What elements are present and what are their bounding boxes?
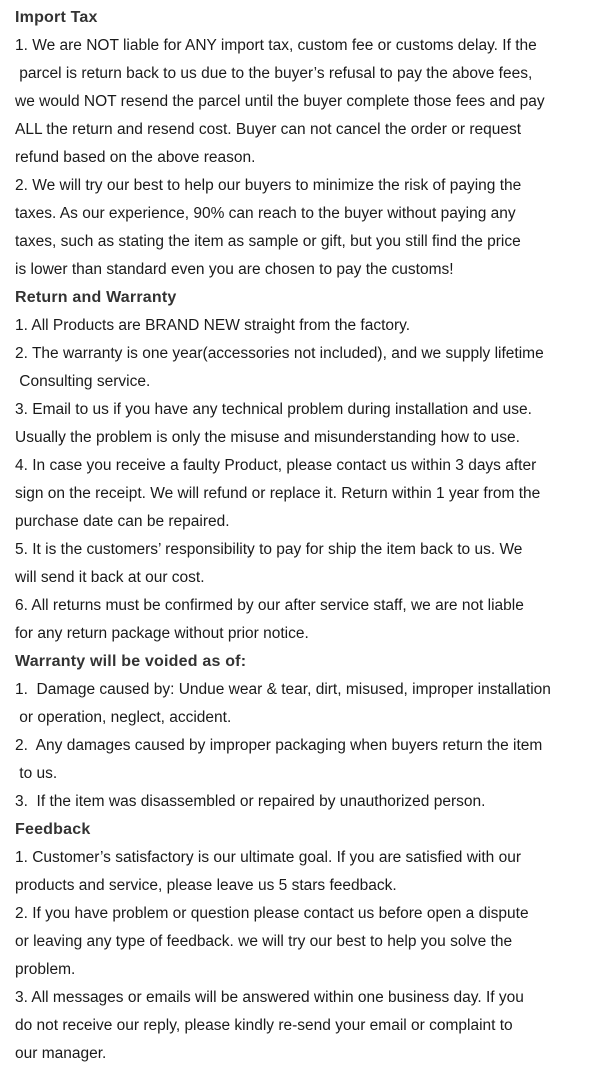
warranty-voided-text-line: to us. — [15, 765, 58, 782]
return-and-warranty-text-line: Consulting service. — [15, 373, 151, 390]
return-and-warranty-text-line: will send it back at our cost. — [15, 569, 205, 586]
import-tax-text-line: 1. We are NOT liable for ANY import tax, custom fee or customs delay. If the — [15, 37, 537, 54]
return-and-warranty-text-line: Usually the problem is only the misuse and misunderstanding how to use. — [15, 429, 520, 446]
return-and-warranty-text-line: 6. All returns must be confirmed by our after service staff, we are not liable — [15, 597, 524, 614]
warranty-voided-text-line: 2. Any damages caused by improper packaging when buyers return the item — [15, 737, 543, 754]
return-and-warranty-text-line: sign on the receipt. We will refund or replace it. Return within 1 year from the — [15, 485, 541, 502]
feedback-text-line: problem. — [15, 961, 76, 978]
import-tax-text-line: refund based on the above reason. — [15, 149, 256, 166]
import-tax-text-line: we would NOT resend the parcel until the buyer complete those fees and pay — [15, 93, 545, 110]
feedback-heading: Feedback — [15, 821, 91, 838]
return-and-warranty-text-line: purchase date can be repaired. — [15, 513, 230, 530]
import-tax-text-line: taxes. As our experience, 90% can reach to the buyer without paying any — [15, 205, 516, 222]
import-tax-text-line: 2. We will try our best to help our buyers to minimize the risk of paying the — [15, 177, 522, 194]
feedback-text-line: or leaving any type of feedback. we will try our best to help you solve the — [15, 933, 513, 950]
warranty-voided-heading: Warranty will be voided as of: — [15, 653, 247, 670]
return-and-warranty-text-line: for any return package without prior notice. — [15, 625, 309, 642]
return-and-warranty-text-line: 1. All Products are BRAND NEW straight from the factory. — [15, 317, 411, 334]
import-tax-text-line: taxes, such as stating the item as sample or gift, but you still find the price — [15, 233, 521, 250]
feedback-text-line: 2. If you have problem or question please contact us before open a dispute — [15, 905, 529, 922]
feedback-text-line: do not receive our reply, please kindly re-send your email or complaint to — [15, 1017, 513, 1034]
return-and-warranty-text-line: 2. The warranty is one year(accessories not included), and we supply lifetime — [15, 345, 544, 362]
warranty-voided-text-line: or operation, neglect, accident. — [15, 709, 232, 726]
feedback-text-line: our manager. — [15, 1045, 107, 1062]
import-tax-text-line: ALL the return and resend cost. Buyer can not cancel the order or request — [15, 121, 522, 138]
import-tax-text-line: is lower than standard even you are chosen to pay the customs! — [15, 261, 454, 278]
return-and-warranty-text-line: 3. Email to us if you have any technical problem during installation and use. — [15, 401, 532, 418]
return-and-warranty-text-line: 5. It is the customers’ responsibility to pay for ship the item back to us. We — [15, 541, 523, 558]
import-tax-text-line: parcel is return back to us due to the buyer’s refusal to pay the above fees, — [15, 65, 533, 82]
feedback-text-line: products and service, please leave us 5 stars feedback. — [15, 877, 397, 894]
import-tax-heading: Import Tax — [15, 9, 98, 26]
return-and-warranty-heading: Return and Warranty — [15, 289, 177, 306]
warranty-voided-text-line: 1. Damage caused by: Undue wear & tear, dirt, misused, improper installation — [15, 681, 551, 698]
return-and-warranty-text-line: 4. In case you receive a faulty Product, please contact us within 3 days after — [15, 457, 537, 474]
warranty-voided-text-line: 3. If the item was disassembled or repaired by unauthorized person. — [15, 793, 486, 810]
feedback-text-line: 1. Customer’s satisfactory is our ultimate goal. If you are satisfied with our — [15, 849, 521, 866]
feedback-text-line: 3. All messages or emails will be answered within one business day. If you — [15, 989, 524, 1006]
